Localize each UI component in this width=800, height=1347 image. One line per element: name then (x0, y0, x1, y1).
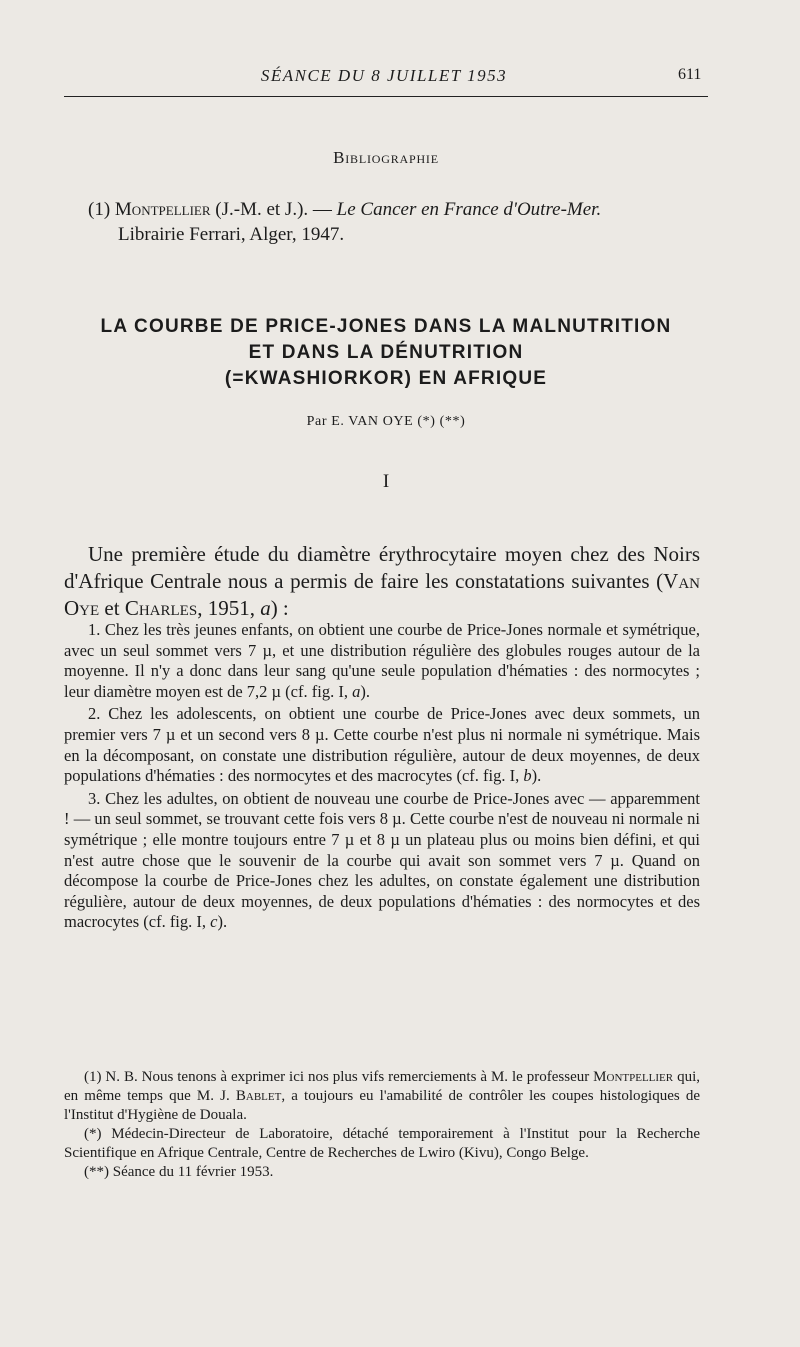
bib-entry-publisher: Librairie Ferrari, Alger, 1947. (118, 224, 345, 245)
observation-paragraph (64, 704, 700, 786)
intro-paragraph (64, 541, 700, 622)
article-title-line: LA COURBE DE PRICE-JONES DANS LA MALNUTRITION (100, 316, 672, 337)
figure-ref: c (210, 912, 218, 932)
footnote-name: Montpellier (593, 1069, 674, 1085)
observation-paragraph (64, 789, 700, 933)
footnote-name: Bablet (235, 1088, 282, 1104)
footnote-text: (1) N. B. Nous tenons à exprimer ici nos plus vifs remerciements à M. le professeur (84, 1069, 594, 1085)
citation-year: , 1951, (197, 596, 261, 620)
article-byline: Par E. VAN OYE (*) (**) (306, 414, 466, 429)
section-number: I (382, 471, 390, 492)
intro-text: Une première étude du diamètre érythrocytaire moyen chez des Noirs d'Afrique Centrale nous a permis de faire les constatations suivantes ( (64, 542, 700, 593)
bib-entry-author: Montpellier (114, 199, 211, 220)
intro-end: ) : (270, 596, 289, 620)
observation-end: ). (217, 912, 228, 932)
bib-entry-author-rest: (J.-M. et J.). — (215, 199, 332, 220)
observation-paragraph (64, 620, 700, 702)
citation-and: et (99, 596, 125, 620)
footnote-1 (64, 1068, 700, 1125)
running-head: SÉANCE DU 8 JUILLET 1953 (260, 66, 508, 85)
article-title-line: (=KWASHIORKOR) EN AFRIQUE (224, 368, 548, 389)
bibliography-entry (88, 197, 728, 247)
footnotes (64, 1068, 700, 1182)
citation-author: Charles (124, 596, 198, 620)
footnote-text: , a toujours eu l'amabilité de contrôler les coupes histologiques de l'Institut d'Hygiène de Douala. (64, 1088, 700, 1123)
citation-letter: a (260, 596, 271, 620)
bib-entry-number: (1) (88, 199, 111, 220)
footnote-double-star: (**) Séance du 11 février 1953. (84, 1164, 274, 1180)
observation-end: ). (360, 681, 370, 701)
bib-entry-title: Le Cancer en France d'Outre-Mer. (336, 199, 602, 220)
footnote-star: (*) Médecin-Directeur de Laboratoire, détaché temporairement à l'Institut pour la Recherche Scientifique en Afrique Centrale, Centre de Recherches de Lwiro (Kivu), Congo Belge. (64, 1126, 700, 1161)
figure-ref: b (523, 766, 532, 786)
observation-text: 2. Chez les adolescents, on obtient une courbe de Price-Jones avec deux sommets, un premier vers 7 µ et un second vers 8 µ. Cette courbe n'est plus ni normale ni symétrique. Mais en la décomposant, on constate une distribution régulière, autour de deux moyennes, de deux populations d'hématies : des normocytes et des macrocytes (cf. fig. I, (64, 704, 700, 786)
numbered-observations (64, 620, 700, 935)
figure-ref: a (352, 681, 361, 701)
citation-author: Van Oye (64, 569, 700, 620)
observation-text: 1. Chez les très jeunes enfants, on obtient une courbe de Price-Jones normale et symétrique, avec un seul sommet vers 7 µ, et une distribution régulière des globules rouges autour de la moyenne. Il n'y a donc dans leur sang qu'une seule population d'hématies : des normocytes ; leur diamètre moyen est de 7,2 µ (cf. fig. I, (64, 620, 700, 701)
page-number: 611 (678, 66, 702, 83)
bibliography-heading: Bibliographie (333, 148, 439, 167)
article-title-line: ET DANS LA DÉNUTRITION (248, 342, 524, 363)
observation-text: 3. Chez les adultes, on obtient de nouveau une courbe de Price-Jones avec — apparemment ! — un seul sommet, se trouvant cette fois vers 8 µ. Cette courbe n'est de nouveau ni normale ni symétrique ; elle montre toujours entre 7 µ et 8 µ un plateau plus ou moins bien défini, et qui n'est autre chose que le souvenir de la courbe qui avait son sommet vers 7 µ. Quand on décompose la courbe de Price-Jones chez les adultes, on constate également une distribution régulière, autour de deux moyennes, de deux populations d'hématies : des normocytes et des macrocytes (cf. fig. I, (64, 788, 700, 932)
footnote-text: qui, en même temps que M. J. (64, 1069, 700, 1104)
header-rule (64, 96, 708, 97)
article-title (64, 314, 708, 392)
observation-end: ). (531, 766, 542, 786)
